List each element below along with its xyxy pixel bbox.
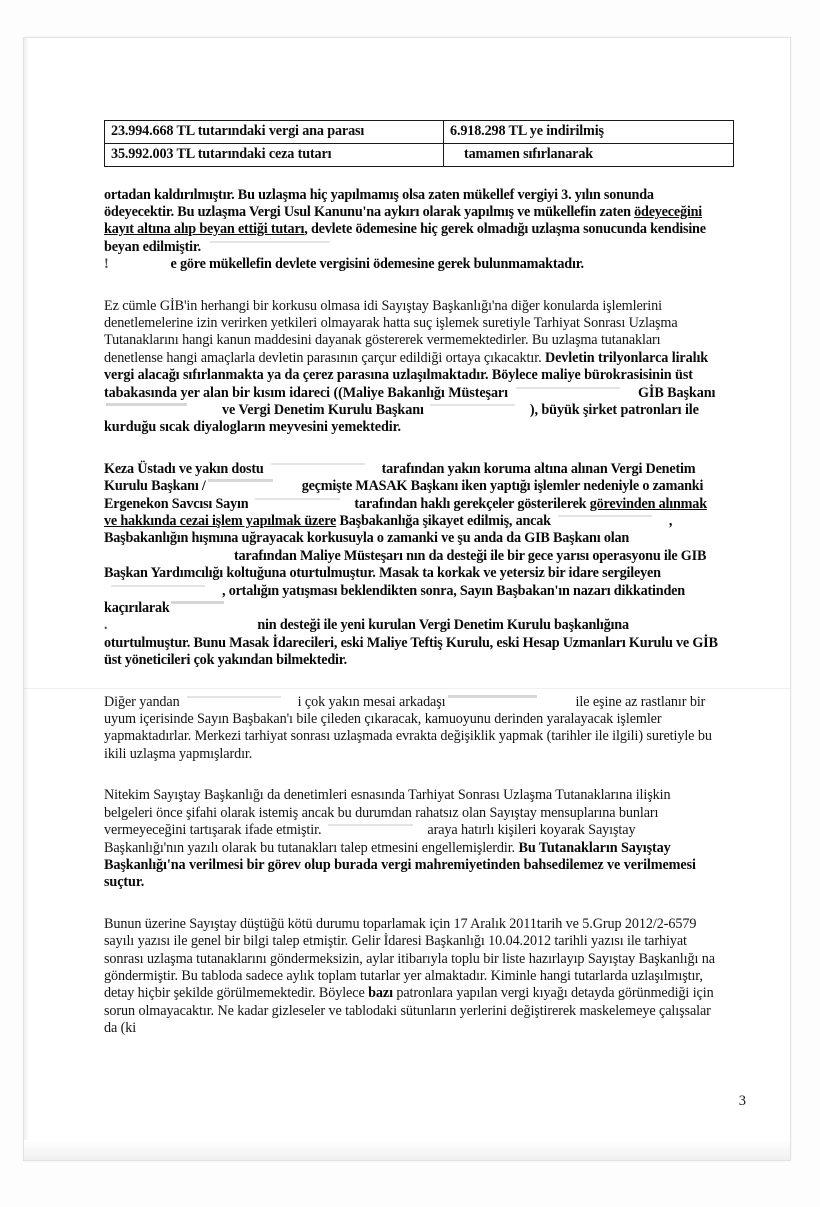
p1-segment-4: e göre mükellefin devlete vergisini ödemesine gerek bulunmamaktadır. <box>170 256 584 273</box>
document-body <box>104 120 718 1038</box>
paragraph-1 <box>104 187 718 274</box>
table-row <box>105 121 734 144</box>
p4-segment-2: i çok yakın mesai arkadaşı <box>297 693 446 710</box>
p6-segment-3: patronlara yapılan vergi kıyağı detayda görünmediği için sorun olmayacaktır. Ne kadar gizleseler ve tablodaki sütunların yerlerini değiştirerek maskelemeye çalışsalar da (ki <box>104 985 714 1037</box>
p3-segment-6: Başbakanlığa şikayet edilmiş, ancak <box>336 513 551 529</box>
p5-segment-2: araya hatırlı kişileri koyarak Sayıştay Başkanlığı'nın yazılı olarak bu tutanakları talep etmesini engellemişlerdir. <box>104 822 636 856</box>
table-row <box>105 143 734 166</box>
table-cell-amount-right-text: 6.918.298 TL ye indirilmiş <box>450 123 604 139</box>
redaction-block <box>107 617 257 631</box>
paragraph-2 <box>104 298 718 437</box>
table-cell-amount-left: 23.994.668 TL tutarındaki vergi ana parası <box>105 121 444 144</box>
paragraph-3 <box>104 461 718 670</box>
redaction-block <box>248 496 354 510</box>
redaction-block <box>104 548 234 562</box>
scan-edge-shadow-left <box>24 38 29 1160</box>
p3-segment-7: , Başbakanlığın hışmına uğrayacak korkusuyla o zamanki ve şu anda da GIB Başkanı olan <box>104 513 673 547</box>
p3-segment-3: geçmişte MASAK Başkanı iken yaptığı işlemler nedeniyle o zamanki Ergenekon Savcısı Sayın <box>104 478 704 512</box>
scan-edge-shadow-bottom <box>24 1140 790 1160</box>
p1-segment-1: ortadan kaldırılmıştır. Bu uzlaşma hiç yapılmamış olsa zaten mükellef vergiyi 3. yılın sonunda ödeyecektir. Bu uzlaşma Vergi Usul Kanunu'na aykırı olarak yapılmış ve mükellefin zaten <box>104 186 654 220</box>
paragraph-6 <box>104 916 718 1038</box>
p3-underlined-phrase: görevinden alınmak ve hakkında cezai işlem yapılmak üzere <box>104 495 707 529</box>
redaction-block <box>170 600 248 614</box>
table-cell-penalty-left: 35.992.003 TL tutarındaki ceza tutarı <box>105 143 444 166</box>
p5-segment-bold: Bu Tutanakların Sayıştay Başkanlığı'na verilmesi bir görev olup burada vergi mahremiyetinden bahsedilemez ve verilmemesi suçtur. <box>104 839 696 891</box>
redaction-block <box>508 385 638 399</box>
paragraph-5 <box>104 787 718 891</box>
p3-segment-2: tarafından yakın koruma altına alınan Vergi Denetim Kurulu Başkanı / <box>104 460 696 495</box>
p3-segment-9: , ortalığın yatışması beklendikten sonra, Sayın Başbakan'ın nazarı dikkatinden kaçırılarak <box>104 582 685 617</box>
p3-segment-10: nin desteği ile yeni kurulan Vergi Denetim Kurulu başkanlığına oturtulmuştur. Bunu Masak İdarecileri, eski Maliye Teftiş Kurulu, eski Hesap Uzmanları Kurulu ve GİB üst yöneticileri çok yakından bilmektedir. <box>104 617 718 669</box>
p2-segment-tail: ), büyük şirket patronları ile kurduğu sıcak diyalogların meyvesini yemektedir. <box>104 401 699 436</box>
p6-emphasis-word: bazı <box>368 985 393 1002</box>
table-cell-penalty-right <box>444 143 734 166</box>
p6-segment-1: Bunun üzerine Sayıştay düştüğü kötü durumu toparlamak için 17 Aralık 2011tarih ve 5.Grup 2012/2-6579 sayılı yazısı ile genel bir bilgi talep etmiştir. Gelir İdaresi Başkanlığı 10.04.2012 tarihli yazısı ile tarhiyat sonrası uzlaşma tutanaklarını göndermeksizin, aylar itibarıyla toplu bir liste hazırlayıp Sayıştay Başkanlığı na göndermiştir. Bu tabloda sadece aylık toplam tutarlar yer almaktadır. Kiminle hangi tutarlarda uzlaşılmıştır, detay hiçbir şekilde görülmemektedir. Böylece <box>104 915 715 1002</box>
p1-underlined-phrase: ödeyeceğini kayıt altına alıp beyan ettiği tutarı <box>104 203 703 238</box>
p3-segment-4: tarafından haklı gerekçeler gösterilerek <box>354 495 590 512</box>
amounts-table <box>104 120 734 167</box>
p5-segment-1: Nitekim Sayıştay Başkanlığı da denetimleri esnasında Tarhiyat Sonrası Uzlaşma Tutanaklarına ilişkin belgeleri önce şifahi olarak istemiş ancak bu durumdan rahatsız olan Sayıştay mensuplarına bunları vermeyeceğini tartışarak ifade etmiştir. <box>104 787 671 839</box>
scan-artifact-mark: ! <box>104 256 109 273</box>
redaction-block <box>201 239 351 253</box>
p1-segment-3: , devlete ödemesine hiç gerek olmadığı uzlaşma sonucunda kendisine beyan edilmiştir. <box>104 221 706 255</box>
paragraph-4 <box>104 694 718 764</box>
p2-segment-bold: Devletin trilyonlarca liralık vergi alacağı sıfırlanmakta ya da çerez parasına uzlaşılmaktadır. Böylece maliye bürokrasisinin üst tabakasında yer alan bir kısım idareci ((Maliye Bakanlığı Müsteşarı <box>104 349 709 401</box>
page-number: 3 <box>738 1093 746 1109</box>
table-cell-amount-right <box>444 121 734 144</box>
scan-artifact-mark: . <box>104 617 108 634</box>
redaction-block <box>206 478 302 492</box>
redaction-block <box>104 402 222 416</box>
redaction-block <box>321 822 427 836</box>
redaction-block <box>424 402 530 416</box>
p4-segment-3: ile eşine az rastlanır bir uyum içerisinde Sayın Başbakan'ı bile çileden çıkaracak, kamuoyunu derinden yaralayacak işlemler yapmaktadırlar. Merkezi tarhiyat sonrası uzlaşmada evrakta değişiklik yapmak (tarihler ile ilgili) suretiyle bu ikili uzlaşma yapmışlardır. <box>104 693 712 762</box>
p2-gib-label: GİB Başkanı <box>637 384 716 401</box>
p3-segment-1: Keza Üstadı ve yakın dostu <box>104 460 264 477</box>
p3-segment-8: tarafından Maliye Müsteşarı nın da desteği ile bir gece yarısı operasyonu ile GIB Başkan Yardımcılığı koltuğuna oturtulmuştur. Masak ta korkak ve yetersiz bir idare sergileyen <box>104 547 707 582</box>
redaction-block <box>551 513 669 527</box>
redaction-block <box>446 694 576 708</box>
p2-vdk-label: ve Vergi Denetim Kurulu Başkanı <box>222 401 424 418</box>
p2-segment-normal: Ez cümle GİB'in herhangi bir korkusu olmasa idi Sayıştay Başkanlığı'na diğer konularda işlemlerini denetlemelerine izin verirken yetkileri olmayarak hatta suç işlemek suretiyle Tarhiyat Sonrası Uzlaşma Tutanaklarını hangi kanun maddesini dayanak göstererek vermemektedirler. Bu uzlaşma tutanakları denetlense hangi amaçlarla devletin parasının çarçur edildiği ortaya çıkacaktır. <box>104 297 678 366</box>
redaction-block <box>180 694 298 708</box>
redaction-block <box>264 461 382 475</box>
redaction-block <box>104 583 222 597</box>
p4-segment-1: Diğer yandan <box>104 693 180 710</box>
table-cell-penalty-right-text: tamamen sıfırlanarak <box>464 145 594 162</box>
redaction-block <box>109 256 171 270</box>
